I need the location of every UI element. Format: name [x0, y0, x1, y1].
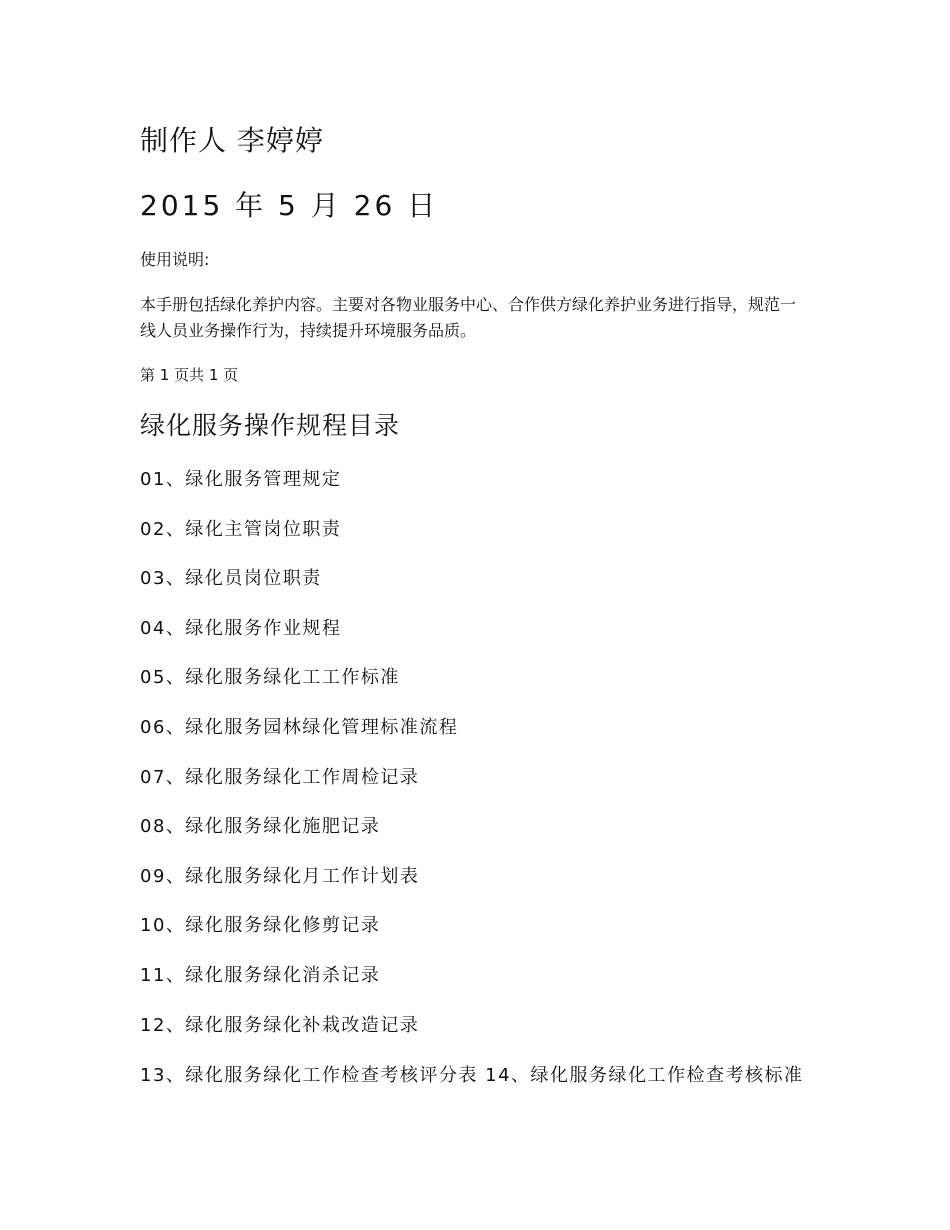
- toc-item-02: 02、绿化主管岗位职责: [140, 518, 342, 540]
- toc-item-05: 05、绿化服务绿化工工作标准: [140, 667, 400, 689]
- page-count: 第 1 页共 1 页: [140, 366, 239, 384]
- usage-text: 本手册包括绿化养护内容。主要对各物业服务中心、合作供方绿化养护业务进行指导，规范一线人员业务操作行为，持续提升环境服务品质。: [140, 295, 797, 340]
- toc-item-11: 11、绿化服务绿化消杀记录: [140, 964, 381, 986]
- toc-item-07: 07、绿化服务绿化工作周检记录: [140, 766, 420, 788]
- toc-item-12: 12、绿化服务绿化补栽改造记录: [140, 1014, 420, 1036]
- toc-item-08: 08、绿化服务绿化施肥记录: [140, 816, 381, 838]
- toc-item-01: 01、绿化服务管理规定: [140, 469, 342, 490]
- toc-item-03: 03、绿化员岗位职责: [140, 568, 322, 590]
- date-line: 2015 年 5 月 26 日: [140, 189, 439, 222]
- toc-list: [140, 466, 820, 1061]
- toc-item-09: 09、绿化服务绿化月工作计划表: [140, 865, 420, 887]
- toc-item-04: 04、绿化服务作业规程: [140, 617, 342, 639]
- toc-item-10: 10、绿化服务绿化修剪记录: [140, 915, 381, 937]
- toc-title: 绿化服务操作规程目录: [140, 411, 401, 440]
- usage-label: 使用说明:: [140, 250, 210, 269]
- author-line: 制作人 李婷婷: [140, 124, 324, 157]
- toc-item-06: 06、绿化服务园林绿化管理标准流程: [140, 716, 459, 738]
- toc-item-13-14: 13、绿化服务绿化工作检查考核评分表 14、绿化服务绿化工作检查考核标准: [140, 1065, 804, 1086]
